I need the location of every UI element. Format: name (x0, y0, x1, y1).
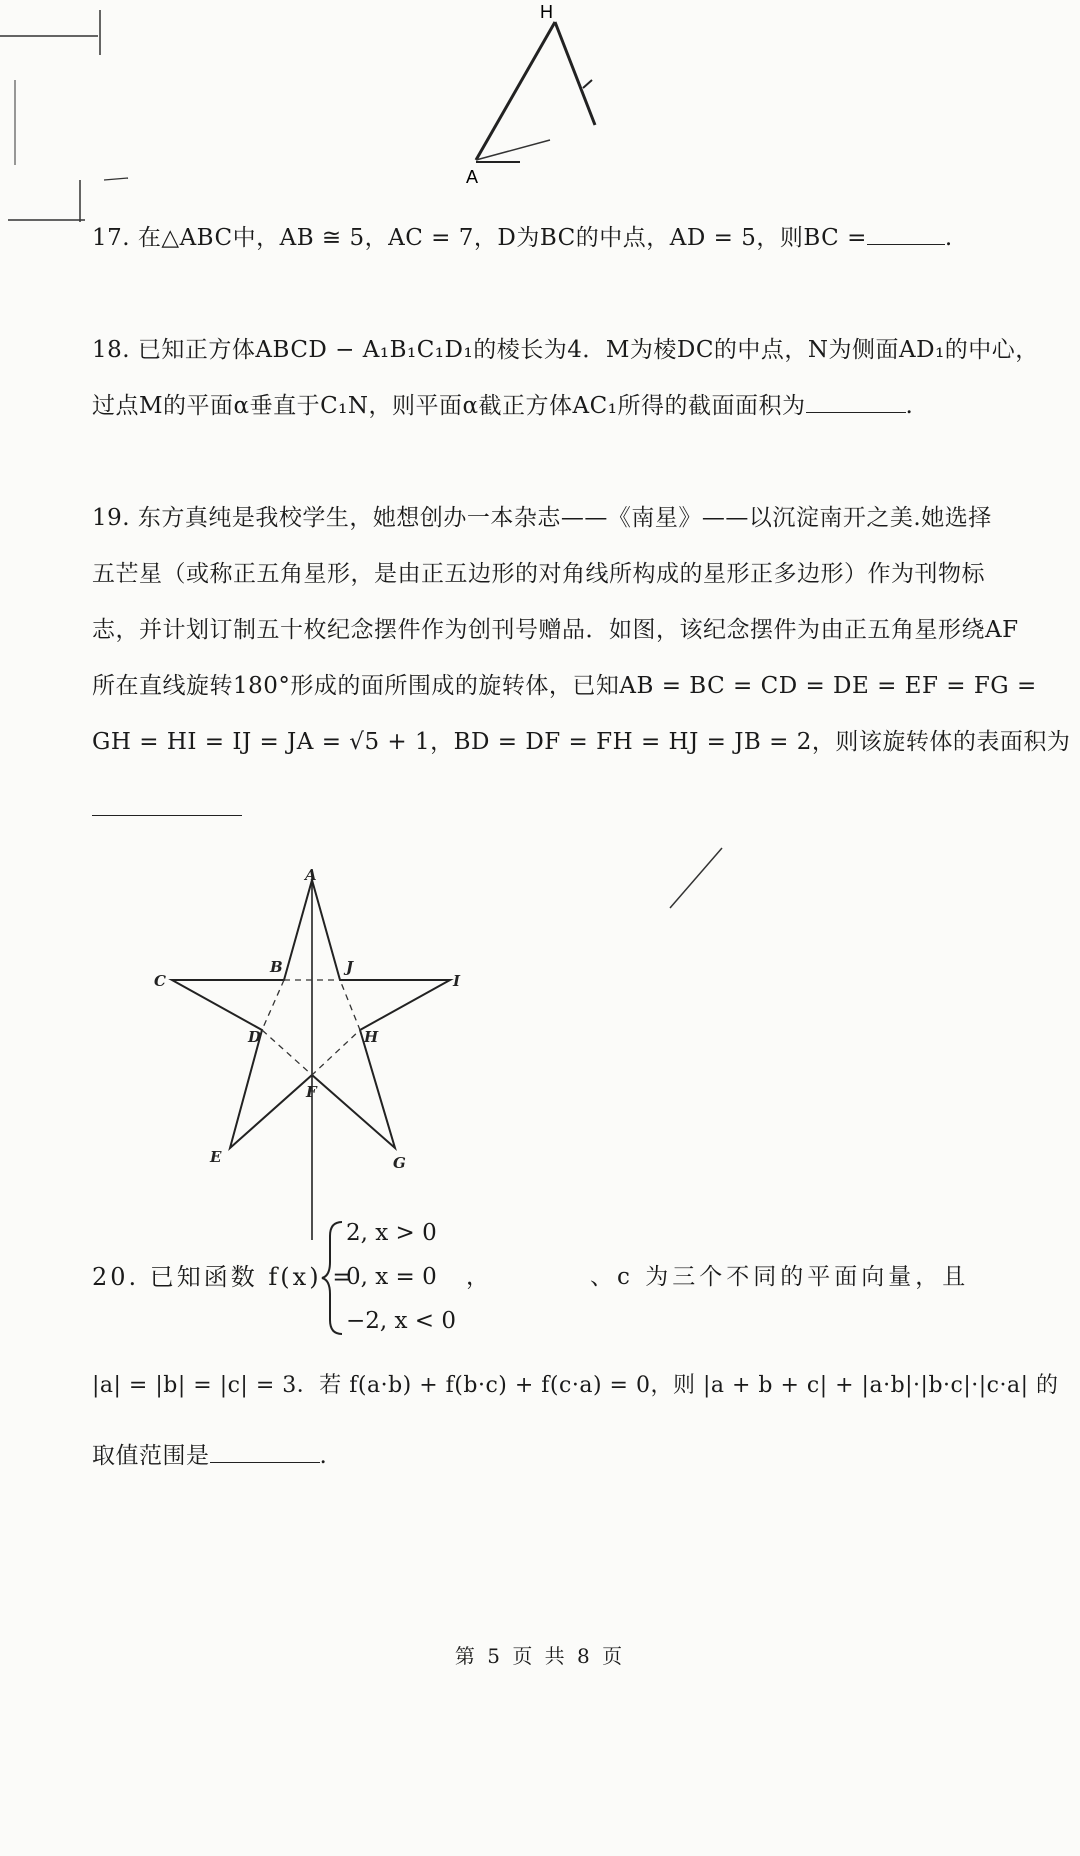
star-label-e: E (210, 1148, 222, 1166)
answer-blank-19[interactable] (92, 815, 242, 816)
question-19-line2: 五芒星（或称正五角星形，是由正五边形的对角线所构成的星形正多边形）作为刊物标 (92, 561, 985, 587)
question-17-text: 17. 在△ABC中，AB ≅ 5，AC = 7，D为BC的中点，AD = 5，则BC = (92, 225, 867, 251)
label-h: H (540, 2, 553, 22)
answer-blank-17[interactable] (867, 222, 945, 245)
question-18-text: 过点M的平面α垂直于C₁N，则平面α截正方体AC₁所得的截面面积为 (92, 393, 806, 419)
star-label-h: H (364, 1028, 379, 1046)
star-label-i: I (453, 972, 461, 990)
question-20-line3: 取值范围是 . (92, 1440, 327, 1472)
star-label-a: A (305, 866, 317, 884)
question-19-line5: GH = HI = IJ = JA = √5 + 1，BD = DF = FH = HJ = JB = 2，则该旋转体的表面积为 (92, 729, 1071, 755)
star-label-d: D (248, 1028, 262, 1046)
star-label-j: J (346, 958, 354, 976)
question-18-line1: 18. 已知正方体ABCD − A₁B₁C₁D₁的棱长为4．M为棱DC的中点，N为侧面AD₁的中心， (92, 337, 1039, 363)
question-20-tail: 取值范围是 (92, 1443, 210, 1469)
question-20-line2: |a| = |b| = |c| = 3．若 f(a·b) + f(b·c) + f(c·a) = 0，则 |a + b + c| + |a·b|·|b·c|·|c·a| 的 (92, 1373, 1059, 1398)
question-19-line4: 所在直线旋转180°形成的面所围成的旋转体，已知AB = BC = CD = DE = EF = FG = (92, 673, 1037, 699)
triangle-figure (440, 0, 640, 200)
answer-blank-18[interactable] (806, 390, 906, 413)
question-19-line1: 19. 东方真纯是我校学生，她想创办一本杂志——《南星》——以沉淀南开之美.她选择 (92, 505, 992, 531)
label-a: A (466, 167, 479, 187)
case-positive: 2, x > 0 (346, 1220, 437, 1246)
answer-blank-20[interactable] (210, 1440, 320, 1463)
star-label-b: B (270, 958, 283, 976)
question-18-line2: 过点M的平面α垂直于C₁N，则平面α截正方体AC₁所得的截面面积为 . (92, 390, 913, 422)
question-20-mid: 、c 为三个不同的平面向量，且 (590, 1264, 970, 1290)
margin-marks (0, 0, 130, 230)
question-20-comma: ， (466, 1264, 489, 1290)
question-20-prefix: 20. 已知函数 f(x) = (92, 1263, 356, 1291)
question-19-line3: 志，并计划订制五十枚纪念摆件作为创刊号赠品．如图，该纪念摆件为由正五角星形绕AF (92, 617, 1019, 643)
pen-stroke (660, 840, 740, 920)
case-negative: −2, x < 0 (346, 1308, 457, 1334)
star-figure (150, 860, 550, 1260)
question-17: 17. 在△ABC中，AB ≅ 5，AC = 7，D为BC的中点，AD = 5，则BC = . (92, 222, 953, 254)
star-label-g: G (393, 1154, 406, 1172)
case-zero: 0, x = 0 (346, 1264, 437, 1290)
star-label-f: F (306, 1083, 317, 1101)
page-footer: 第 5 页 共 8 页 (454, 1644, 626, 1668)
star-label-c: C (154, 972, 166, 990)
